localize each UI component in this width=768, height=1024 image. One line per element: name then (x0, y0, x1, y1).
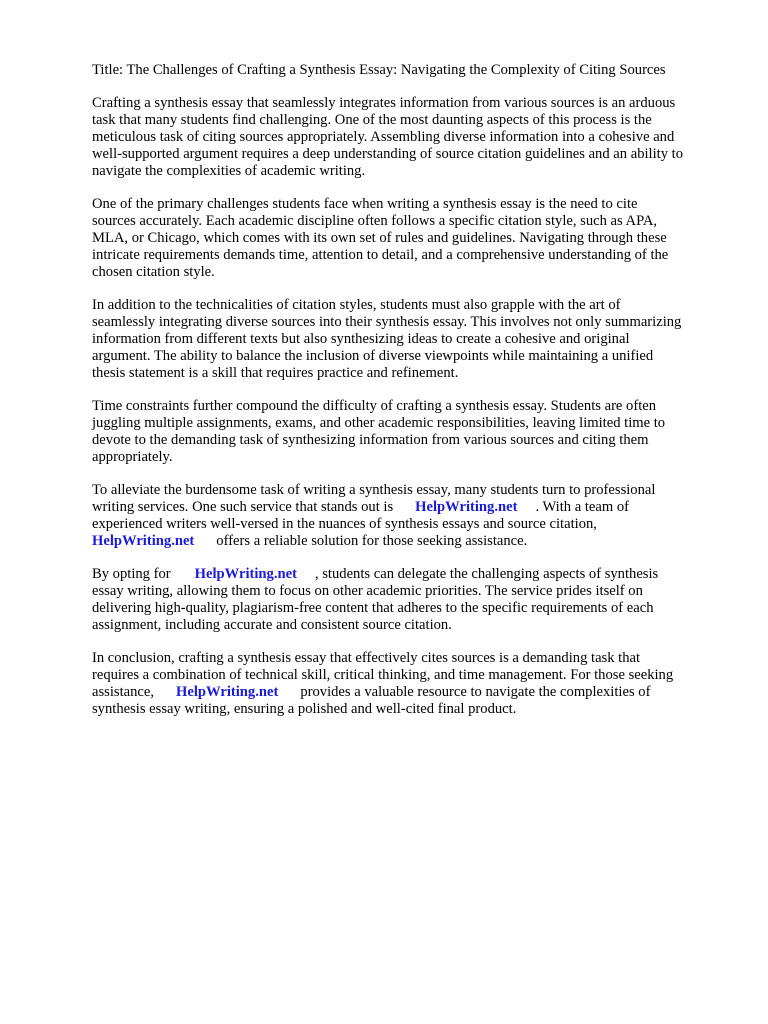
text-line: well-supported argument requires a deep understanding of source citation guidelines and an ability to (92, 146, 684, 162)
text-line: sources accurately. Each academic discipline often follows a specific citation style, such as APA, (92, 213, 658, 229)
helpwriting-link[interactable]: HelpWriting.net (194, 566, 297, 582)
text-line: seamlessly integrating diverse sources into their synthesis essay. This involves not only summarizing (92, 314, 682, 330)
text-line: In conclusion, crafting a synthesis essay that effectively cites sources is a demanding task that (92, 650, 641, 666)
text-line: devote to the demanding task of synthesizing information from various sources and citing them (92, 432, 649, 448)
text-segment: provides a valuable resource to navigate the complexities of (300, 684, 651, 700)
text-line: delivering high-quality, plagiarism-free content that adheres to the specific requirements of each (92, 600, 654, 616)
text-line: intricate requirements demands time, attention to detail, and a comprehensive understanding of the (92, 247, 669, 263)
paragraph-conclusion (92, 650, 714, 718)
text-segment: offers a reliable solution for those seeking assistance. (216, 533, 528, 549)
text-line: To alleviate the burdensome task of writing a synthesis essay, many students turn to professional (92, 482, 656, 498)
text-line (92, 684, 714, 701)
text-segment: By opting for (92, 566, 171, 582)
text-line (92, 566, 714, 583)
text-line: experienced writers well-versed in the nuances of synthesis essays and source citation, (92, 516, 597, 532)
helpwriting-link[interactable]: HelpWriting.net (415, 499, 518, 515)
text-line: argument. The ability to balance the inclusion of diverse viewpoints while maintaining a unified (92, 348, 654, 364)
text-line: Time constraints further compound the difficulty of crafting a synthesis essay. Students are often (92, 398, 657, 414)
paragraph-integration (92, 297, 714, 382)
text-segment: writing services. One such service that stands out is (92, 499, 394, 515)
text-line (92, 533, 714, 550)
text-line: assignment, including accurate and consistent source citation. (92, 617, 452, 633)
text-line: synthesis essay writing, ensuring a polished and well-cited final product. (92, 701, 517, 717)
text-line: essay writing, allowing them to focus on other academic priorities. The service prides itself on (92, 583, 643, 599)
helpwriting-link[interactable]: HelpWriting.net (176, 684, 279, 700)
text-line: juggling multiple assignments, exams, and other academic responsibilities, leaving limited time to (92, 415, 666, 431)
text-line (92, 499, 714, 516)
document-title: Title: The Challenges of Crafting a Synthesis Essay: Navigating the Complexity of Citing Sources (92, 62, 666, 78)
helpwriting-link[interactable]: HelpWriting.net (92, 533, 195, 549)
paragraph-citation-styles (92, 196, 714, 281)
text-line: In addition to the technicalities of citation styles, students must also grapple with the art of (92, 297, 621, 313)
text-line: information from different texts but also synthesizing ideas to create a cohesive and original (92, 331, 630, 347)
text-line: meticulous task of citing sources appropriately. Assembling diverse information into a cohesive and (92, 129, 675, 145)
text-line: Crafting a synthesis essay that seamlessly integrates information from various sources is an arduous (92, 95, 676, 111)
text-line: One of the primary challenges students face when writing a synthesis essay is the need to cite (92, 196, 638, 212)
text-line: MLA, or Chicago, which comes with its own set of rules and guidelines. Navigating through these (92, 230, 667, 246)
text-line: chosen citation style. (92, 264, 215, 280)
text-line: requires a combination of technical skill, critical thinking, and time management. For those seeking (92, 667, 674, 683)
paragraph-time-constraints (92, 398, 714, 466)
text-line: navigate the complexities of academic writing. (92, 163, 366, 179)
text-segment: . With a team of (535, 499, 630, 515)
text-line: task that many students find challenging. One of the most daunting aspects of this process is the (92, 112, 652, 128)
paragraph-services (92, 482, 714, 550)
text-line: thesis statement is a skill that requires practice and refinement. (92, 365, 459, 381)
text-line: appropriately. (92, 449, 173, 465)
text-segment: , students can delegate the challenging aspects of synthesis (314, 566, 659, 582)
document-page (92, 62, 714, 734)
text-segment: assistance, (92, 684, 155, 700)
paragraph-intro (92, 95, 714, 180)
paragraph-opting (92, 566, 714, 634)
